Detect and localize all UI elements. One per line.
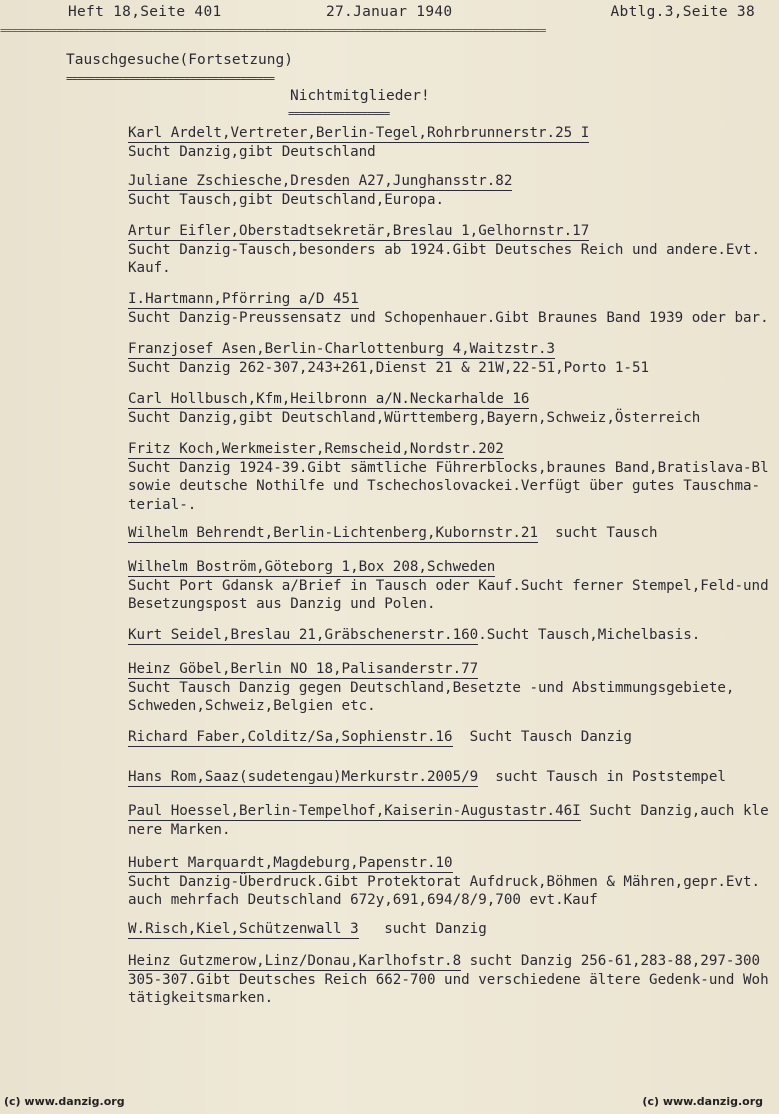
entry-text-line: Sucht Tausch,gibt Deutschland,Europa. [128,191,445,208]
subtitle: Nichtmitglieder! [290,88,430,104]
section-title: Tauschgesuche(Fortsetzung) [66,52,293,68]
entry [128,728,775,747]
entry-address: Kurt Seidel,Breslau 21,Gräbschenerstr.160 [128,627,479,643]
entry-address: Paul Hoessel,Berlin-Tempelhof,Kaiserin-Augustastr.46I [128,803,581,819]
entry-text-line: nere Marken. [128,821,231,838]
entry-note: Sucht Danzig,auch kle [580,803,769,819]
entry-text-line: Sucht Danzig,gibt Deutschland,Württemberg,Bayern,Schweiz,Österreich [128,409,701,426]
entry-text-line: Sucht Danzig,gibt Deutschland [128,143,376,160]
entry-address: Fritz Koch,Werkmeister,Remscheid,Nordstr.202 [128,441,504,457]
entry-text-line: terial-. [128,496,197,513]
entry-note: sucht Tausch in Poststempel [478,769,726,785]
entry-head [128,920,775,939]
entry-text-line: Sucht Danzig 262-307,243+261,Dienst 21 & 21W,22-51,Porto 1-51 [128,359,650,376]
entry-address: Heinz Gutzmerow,Linz/Donau,Karlhofstr.8 [128,953,462,969]
entry-address: Juliane Zschiesche,Dresden A27,Junghansstr.82 [128,173,513,189]
subtitle-rule: ================== [288,107,390,120]
entry-text-line: 305-307.Gibt Deutsches Reich 662-700 und verschiedene ältere Gedenk-und Woh [128,971,769,988]
entry-note: sucht Danzig [358,921,487,937]
entry-note: sucht Tausch [538,525,658,541]
entry-note: Sucht Tausch Danzig [452,729,632,745]
entry-text-line: Sucht Port Gdansk a/Brief in Tausch oder Kauf.Sucht ferner Stempel,Feld-und [128,577,769,594]
entry-head [128,340,775,359]
entry-head [128,660,775,679]
entry-head [128,440,775,459]
entry-head [128,524,775,543]
entry [128,920,775,939]
header-issue-page: Heft 18,Seite 401 [68,4,222,20]
footer-copyright-right: (c) www.danzig.org [642,1095,763,1108]
entry-text-line: Sucht Danzig-Preussensatz und Schopenhauer.Gibt Braunes Band 1939 oder bar. [128,309,769,326]
header-section-page: Abtlg.3,Seite 38 [610,4,755,20]
entry-head [128,728,775,747]
entry-address: Hubert Marquardt,Magdeburg,Papenstr.10 [128,855,453,871]
header-rule: ================================================================================================= [0,24,546,37]
entry [128,290,775,327]
entry [128,440,775,514]
section-title-rule: ===================================== [66,72,275,85]
entry-note: .Sucht Tausch,Michelbasis. [478,627,701,643]
entry-address: Karl Ardelt,Vertreter,Berlin-Tegel,Rohrbrunnerstr.25 I [128,125,590,141]
entry-text-line: Sucht Danzig-Überdruck.Gibt Protektorat Aufdruck,Böhmen & Mähren,gepr.Evt. [128,873,761,890]
entry-text-line: Besetzungspost aus Danzig und Polen. [128,596,436,612]
entry-text-line: Sucht Danzig-Tausch,besonders ab 1924.Gibt Deutsches Reich und andere.Evt. [128,241,761,258]
entry-head [128,124,775,143]
entry [128,660,775,716]
entry [128,854,775,910]
entry-address: I.Hartmann,Pförring a/D 451 [128,291,359,307]
entry [128,390,775,427]
entry-text-line: Kauf. [128,260,171,276]
entry-head [128,390,775,409]
entry-head [128,802,775,821]
entry-head [128,626,775,645]
entry-text-line: auch mehrfach Deutschland 672y,691,694/8/9,700 evt.Kauf [128,892,598,908]
entry-text-line: Sucht Danzig 1924-39.Gibt sämtliche Führerblocks,braunes Band,Bratislava-Bl [128,459,769,476]
entry [128,768,775,787]
entry [128,124,775,161]
entry-head [128,854,775,873]
entry-address: Carl Hollbusch,Kfm,Heilbronn a/N.Neckarhalde 16 [128,391,530,407]
entry [128,524,775,543]
entry-address: Wilhelm Boström,Göteborg 1,Box 208,Schweden [128,559,496,575]
entry-address: Franzjosef Asen,Berlin-Charlottenburg 4,Waitzstr.3 [128,341,556,357]
entry [128,172,775,209]
entry-address: W.Risch,Kiel,Schützenwall 3 [128,921,359,937]
entry-address: Richard Faber,Colditz/Sa,Sophienstr.16 [128,729,453,745]
entry-head [128,172,775,191]
entry-address: Artur Eifler,Oberstadtsekretär,Breslau 1,Gelhornstr.17 [128,223,590,239]
entry-head [128,768,775,787]
entry-address: Hans Rom,Saaz(sudetengau)Merkurstr.2005/9 [128,769,479,785]
entry-address: Heinz Göbel,Berlin NO 18,Palisanderstr.77 [128,661,479,677]
entry-text-line: Schweden,Schweiz,Belgien etc. [128,698,376,714]
entry-head [128,222,775,241]
entry-text-line: tätigkeitsmarken. [128,990,274,1006]
entry [128,802,775,839]
entry [128,222,775,278]
entry [128,626,775,645]
entry-note: sucht Danzig 256-61,283-88,297-300 [461,953,761,969]
entry [128,952,775,1008]
entry-head [128,952,775,971]
entry [128,340,775,377]
header-date: 27.Januar 1940 [326,4,453,20]
entry-address: Wilhelm Behrendt,Berlin-Lichtenberg,Kubornstr.21 [128,525,538,541]
entry-head [128,290,775,309]
entry-text-line: Sucht Tausch Danzig gegen Deutschland,Besetzte -und Abstimmungsgebiete, [128,679,735,696]
entry [128,558,775,614]
footer-copyright-left: (c) www.danzig.org [4,1095,125,1108]
entry-text-line: sowie deutsche Nothilfe und Tschechoslovackei.Verfügt über gutes Tauschma- [128,478,761,494]
entry-head [128,558,775,577]
